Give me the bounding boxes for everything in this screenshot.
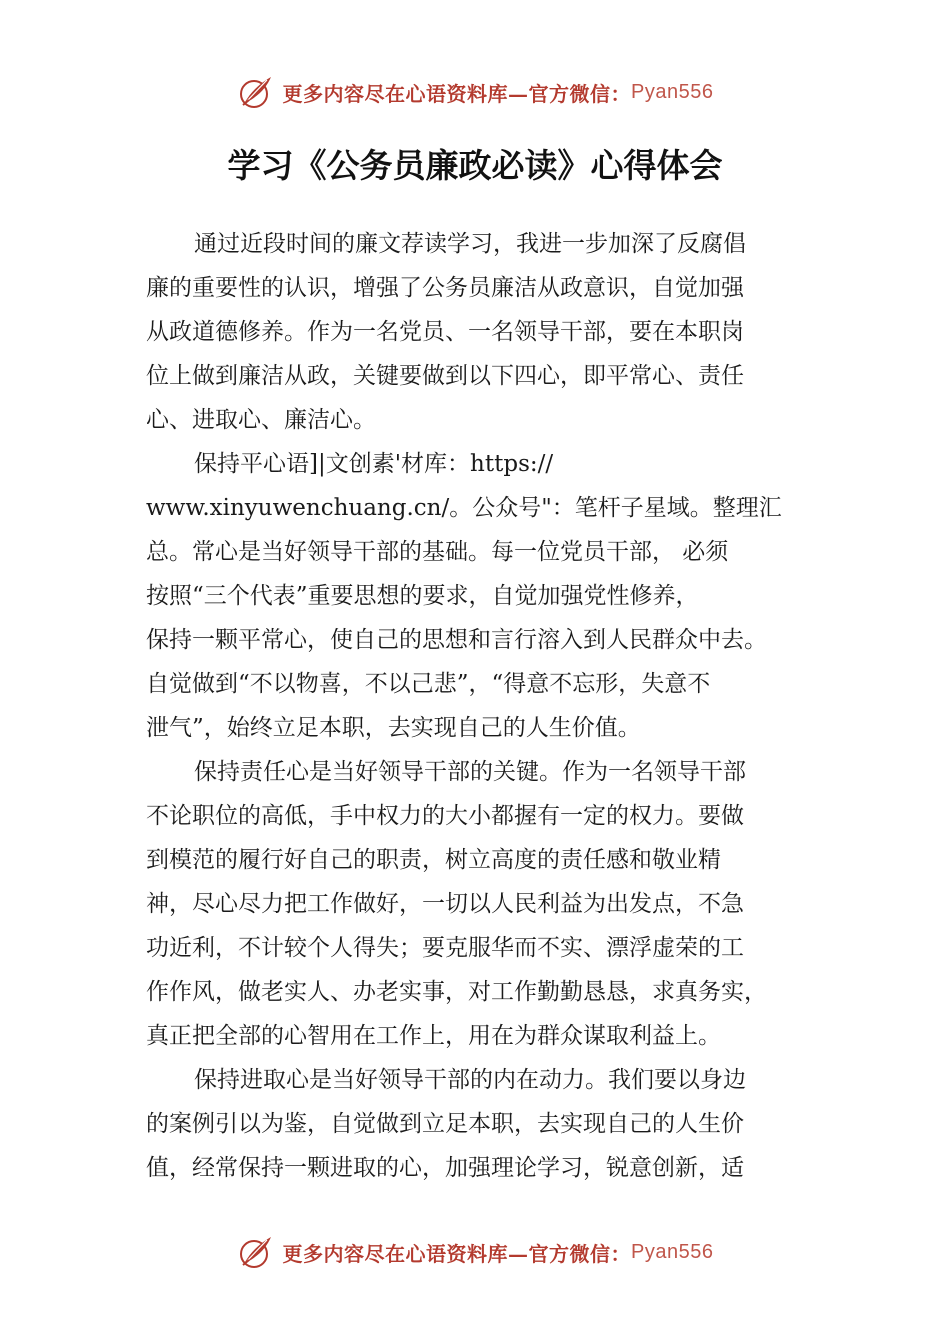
paragraph-line-url: www.xinyuwenchuang.cn/。公众号"：笔杆子星域。整理汇 bbox=[146, 495, 782, 521]
paragraph-line: 总。常心是当好领导干部的基础。每一位党员干部， 必须 bbox=[146, 539, 729, 565]
paragraph-line: 保持一颗平常心，使自己的思想和言行溶入到人民群众中去。 bbox=[146, 627, 767, 653]
header-banner bbox=[0, 70, 950, 114]
paragraph-line: 的案例引以为鉴，自觉做到立足本职，去实现自己的人生价 bbox=[146, 1111, 744, 1137]
paragraph-line: 功近利，不计较个人得失；要克服华而不实、漂浮虚荣的工 bbox=[146, 935, 744, 961]
paragraph-line: 通过近段时间的廉文荐读学习，我进一步加深了反腐倡 bbox=[194, 231, 746, 257]
paragraph-line: 保持责任心是当好领导干部的关键。作为一名领导干部 bbox=[194, 759, 746, 785]
paragraph-line: 值，经常保持一颗进取的心，加强理论学习，锐意创新，适 bbox=[146, 1155, 744, 1181]
paragraph-2 bbox=[146, 442, 836, 750]
paragraph-3 bbox=[146, 750, 836, 1058]
paragraph-line: 保持进取心是当好领导干部的内在动力。我们要以身边 bbox=[194, 1067, 746, 1093]
paragraph-4 bbox=[146, 1058, 836, 1190]
paragraph-line: 心、进取心、廉洁心。 bbox=[146, 407, 376, 433]
paragraph-1 bbox=[146, 222, 836, 442]
paragraph-line: 真正把全部的心智用在工作上，用在为群众谋取利益上。 bbox=[146, 1023, 721, 1049]
footer-banner-text: 更多内容尽在心语资料库—官方微信： bbox=[282, 1241, 632, 1266]
header-banner-text: 更多内容尽在心语资料库—官方微信： bbox=[282, 81, 632, 106]
feather-logo-icon bbox=[237, 72, 277, 112]
paragraph-line: 位上做到廉洁从政，关键要做到以下四心，即平常心、责任 bbox=[146, 363, 744, 389]
paragraph-line: 从政道德修养。作为一名党员、一名领导干部，要在本职岗 bbox=[146, 319, 744, 345]
paragraph-line: 神，尽心尽力把工作做好，一切以人民利益为出发点，不急 bbox=[146, 891, 744, 917]
paragraph-line: 廉的重要性的认识，增强了公务员廉洁从政意识，自觉加强 bbox=[146, 275, 744, 301]
paragraph-line: 不论职位的高低，手中权力的大小都握有一定的权力。要做 bbox=[146, 803, 744, 829]
paragraph-line: 按照“三个代表”重要思想的要求，自觉加强党性修养， bbox=[146, 583, 699, 609]
paragraph-line: 作作风，做老实人、办老实事，对工作勤勤恳恳，求真务实， bbox=[146, 979, 767, 1005]
paragraph-line: 自觉做到“不以物喜，不以己悲”，“得意不忘形，失意不 bbox=[146, 671, 711, 697]
document-body bbox=[146, 222, 836, 1190]
footer-wechat-id: Pyan556 bbox=[631, 1240, 714, 1263]
document-title: 学习《公务员廉政必读》心得体会 bbox=[227, 146, 723, 185]
feather-logo-icon bbox=[237, 1232, 277, 1272]
paragraph-line: 泄气”，始终立足本职，去实现自己的人生价值。 bbox=[146, 715, 641, 741]
footer-banner bbox=[0, 1230, 950, 1274]
paragraph-line: 保持平心语]|文创素'材库：https:// bbox=[194, 451, 554, 477]
paragraph-line: 到模范的履行好自己的职责，树立高度的责任感和敬业精 bbox=[146, 847, 721, 873]
header-wechat-id: Pyan556 bbox=[631, 80, 714, 103]
